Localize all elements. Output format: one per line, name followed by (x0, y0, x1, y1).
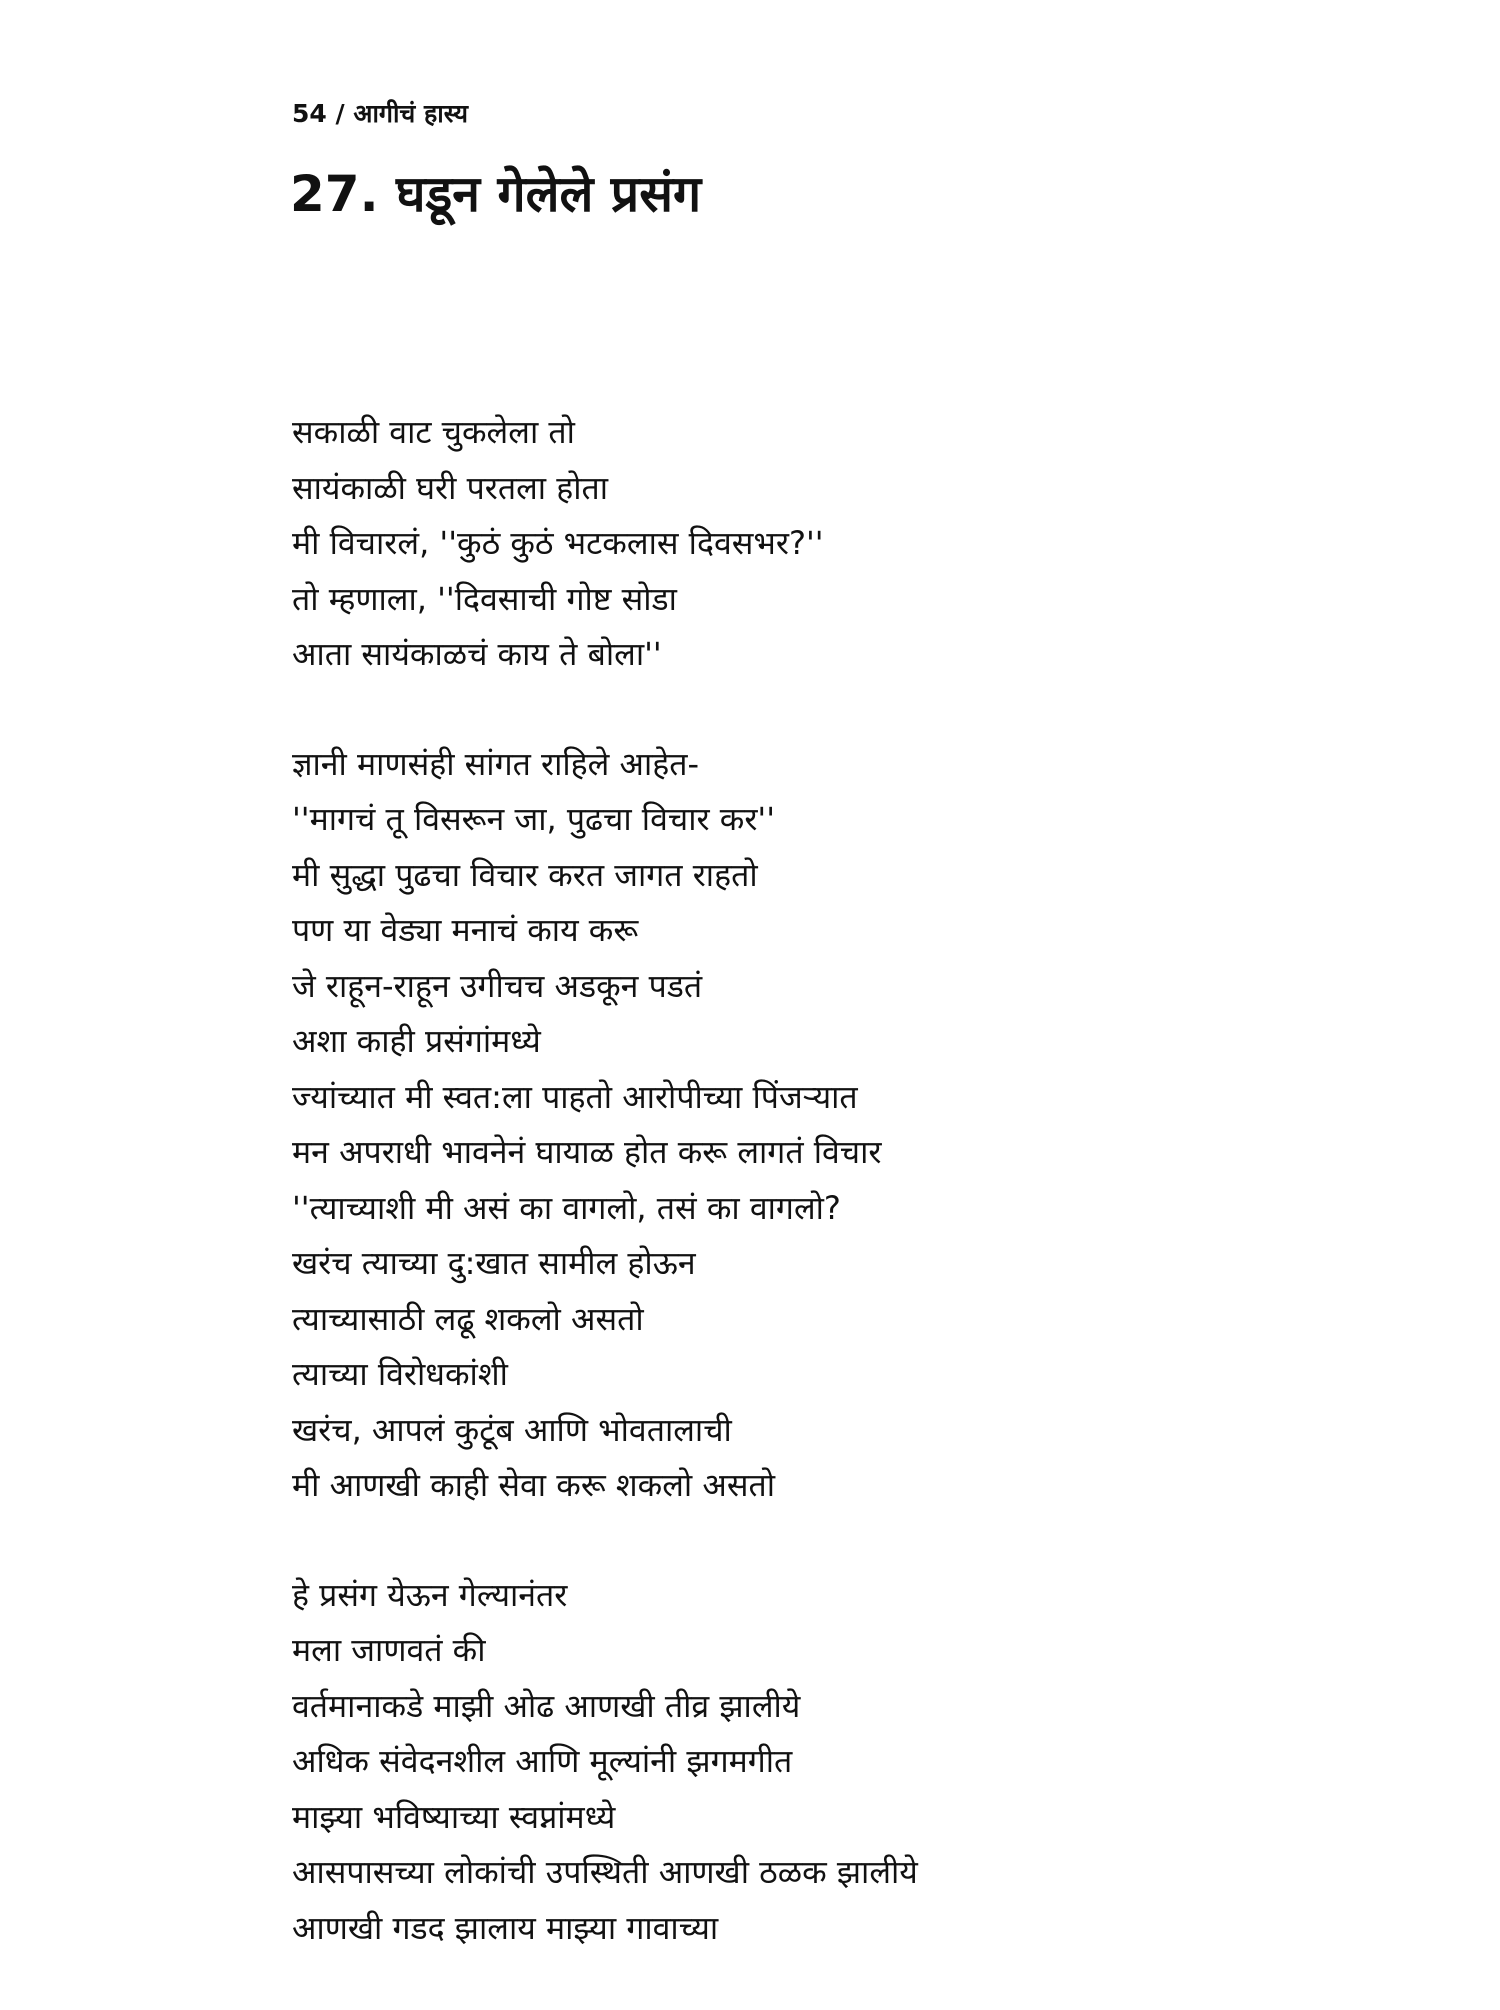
poem-line: मी विचारलं, ''कुठं कुठं भटकलास दिवसभर?'' (292, 524, 824, 562)
poem-line: ''मागचं तू विसरून जा, पुढचा विचार कर'' (292, 800, 775, 838)
poem-line: वर्तमानाकडे माझी ओढ आणखी तीव्र झालीये (292, 1686, 801, 1725)
running-header: 54 / आगीचं हास्य (292, 99, 468, 128)
chapter-title: 27. घडून गेलेले प्रसंग (290, 165, 702, 223)
poem-line: ज्यांच्यात मी स्वत:ला पाहतो आरोपीच्या पिंजऱ्यात (292, 1077, 858, 1116)
poem-line: सकाळी वाट चुकलेला तो (292, 413, 575, 451)
stanza-2 (292, 737, 1442, 1514)
poem-line: माझ्या भविष्याच्या स्वप्नांमध्ये (292, 1797, 616, 1836)
poem-line: तो म्हणाला, ''दिवसाची गोष्ट सोडा (292, 579, 677, 618)
poem-line: अशा काही प्रसंगांमध्ये (292, 1022, 541, 1060)
poem-line: ''त्याच्याशी मी असं का वागलो, तसं का वागलो? (292, 1188, 841, 1227)
poem-line: त्याच्या विरोधकांशी (292, 1355, 508, 1393)
poem-line: हे प्रसंग येऊन गेल्यानंतर (292, 1575, 568, 1614)
poem-line: पण या वेड्या मनाचं काय करू (292, 911, 639, 949)
poem (292, 405, 1442, 2010)
poem-line: सायंकाळी घरी परतला होता (292, 468, 609, 507)
poem-line: जे राहून-राहून उगीचच अडकून पडतं (292, 966, 703, 1005)
poem-line: मला जाणवतं की (292, 1631, 486, 1669)
poem-line: आता सायंकाळचं काय ते बोला'' (292, 635, 662, 673)
poem-line: मी सुद्धा पुढचा विचार करत जागत राहतो (292, 855, 758, 894)
poem-line: मी आणखी काही सेवा करू शकलो असतो (292, 1466, 775, 1504)
stanza-1 (292, 405, 1442, 683)
poem-line: त्याच्यासाठी लढू शकलो असतो (292, 1299, 644, 1338)
stanza-3 (292, 1568, 1442, 1957)
poem-line: ज्ञानी माणसंही सांगत राहिले आहेत- (292, 744, 700, 783)
poem-line: खरंच, आपलं कुटूंब आणि भोवतालाची (292, 1410, 732, 1449)
poem-line: आणखी गडद झालाय माझ्या गावाच्या (292, 1908, 719, 1947)
poem-line: आसपासच्या लोकांची उपस्थिती आणखी ठळक झालीये (292, 1853, 918, 1891)
poem-line: खरंच त्याच्या दु:खात सामील होऊन (292, 1244, 696, 1282)
poem-line: अधिक संवेदनशील आणि मूल्यांनी झगमगीत (292, 1742, 793, 1780)
poem-line: मन अपराधी भावनेनं घायाळ होत करू लागतं विचार (292, 1133, 882, 1171)
